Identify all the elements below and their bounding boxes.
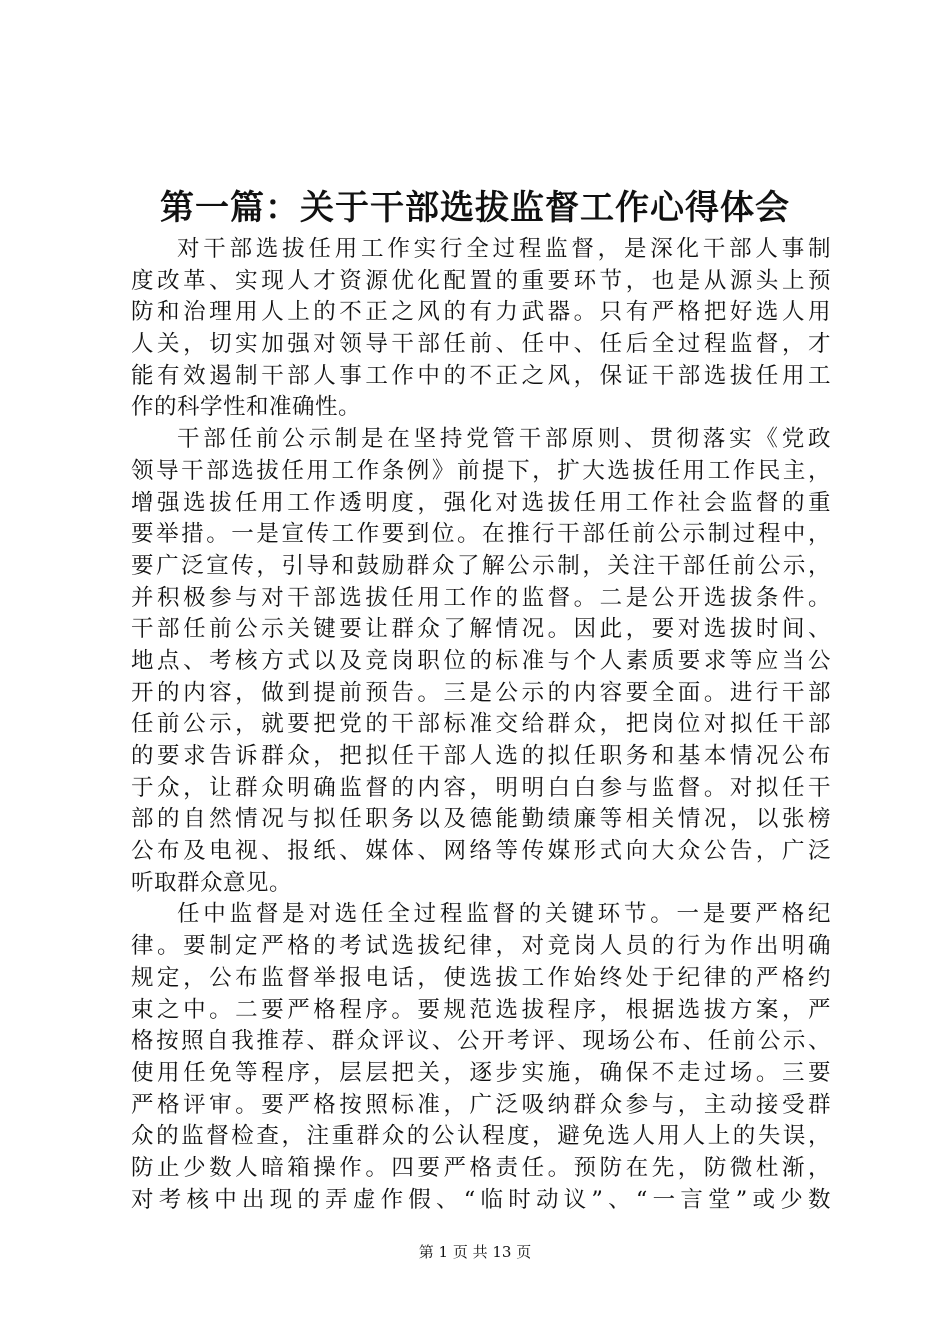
text-line: 严格评审。要严格按照标准，广泛吸纳群众参与，主动接受群 [131,1091,831,1118]
text-line: 律。要制定严格的考试选拔纪律，对竞岗人员的行为作出明确 [131,933,831,960]
text-line: 要举措。一是宣传工作要到位。在推行干部任前公示制过程中， [131,521,831,548]
text-line: 增强选拔任用工作透明度，强化对选拔任用工作社会监督的重 [131,489,831,516]
page-title: 第一篇：关于干部选拔监督工作心得体会 [160,188,790,228]
page-footer: 第 1 页 共 13 页 [418,1243,532,1261]
paragraph [131,234,831,424]
text-line: 领导干部选拔任用工作条例》前提下，扩大选拔任用工作民主， [131,457,831,484]
text-line: 并积极参与对干部选拔任用工作的监督。二是公开选拔条件。 [131,584,831,611]
text-line: 对干部选拔任用工作实行全过程监督，是深化干部人事制 [177,236,831,262]
text-line: 使用任免等程序，层层把关，逐步实施，确保不走过场。三要 [131,1059,831,1086]
text-line: 要广泛宣传，引导和鼓励群众了解公示制，关注干部任前公示， [131,552,831,579]
text-line: 任中监督是对选任全过程监督的关键环节。一是要严格纪 [177,901,831,928]
paragraph [131,424,831,899]
text-line: 作的科学性和准确性。 [131,394,362,421]
text-line: 任前公示，就要把党的干部标准交给群众，把岗位对拟任干部 [131,711,831,738]
text-line: 地点、考核方式以及竞岗职位的标准与个人素质要求等应当公 [131,647,831,674]
text-line: 防止少数人暗箱操作。四要严格责任。预防在先，防微杜渐， [131,1154,831,1181]
text-line: 于众，让群众明确监督的内容，明明白白参与监督。对拟任干 [131,774,831,801]
text-line: 干部任前公示关键要让群众了解情况。因此，要对选拔时间、 [131,616,831,643]
text-line: 开的内容，做到提前预告。三是公示的内容要全面。进行干部 [131,679,831,706]
text-line: 人关，切实加强对领导干部任前、任中、任后全过程监督，才 [131,331,831,358]
text-line: 的要求告诉群众，把拟任干部人选的拟任职务和基本情况公布 [131,743,831,769]
text-line: 公布及电视、报纸、媒体、网络等传媒形式向大众公告，广泛 [131,838,831,865]
text-line: 干部任前公示制是在坚持党管干部原则、贯彻落实《党政 [177,426,831,453]
text-line: 防和治理用人上的不正之风的有力武器。只有严格把好选人用 [131,299,831,326]
text-line: 听取群众意见。 [131,869,293,896]
text-line: 部的自然情况与拟任职务以及德能勤绩廉等相关情况，以张榜 [131,806,831,833]
text-line: 规定，公布监督举报电话，使选拔工作始终处于纪律的严格约 [131,964,831,991]
text-line: 格按照自我推荐、群众评议、公开考评、现场公布、任前公示、 [131,1028,831,1055]
paragraph [131,899,831,1216]
document-body [131,234,831,1216]
text-line: 对考核中出现的弄虚作假、“临时动议”、“一言堂”或少数 [131,1186,831,1213]
text-line: 度改革、实现人才资源优化配置的重要环节，也是从源头上预 [131,267,831,294]
text-line: 能有效遏制干部人事工作中的不正之风，保证干部选拔任用工 [131,362,831,389]
text-line: 众的监督检查，注重群众的公认程度，避免选人用人上的失误， [131,1123,831,1150]
text-line: 束之中。二要严格程序。要规范选拔程序，根据选拔方案，严 [131,996,831,1023]
